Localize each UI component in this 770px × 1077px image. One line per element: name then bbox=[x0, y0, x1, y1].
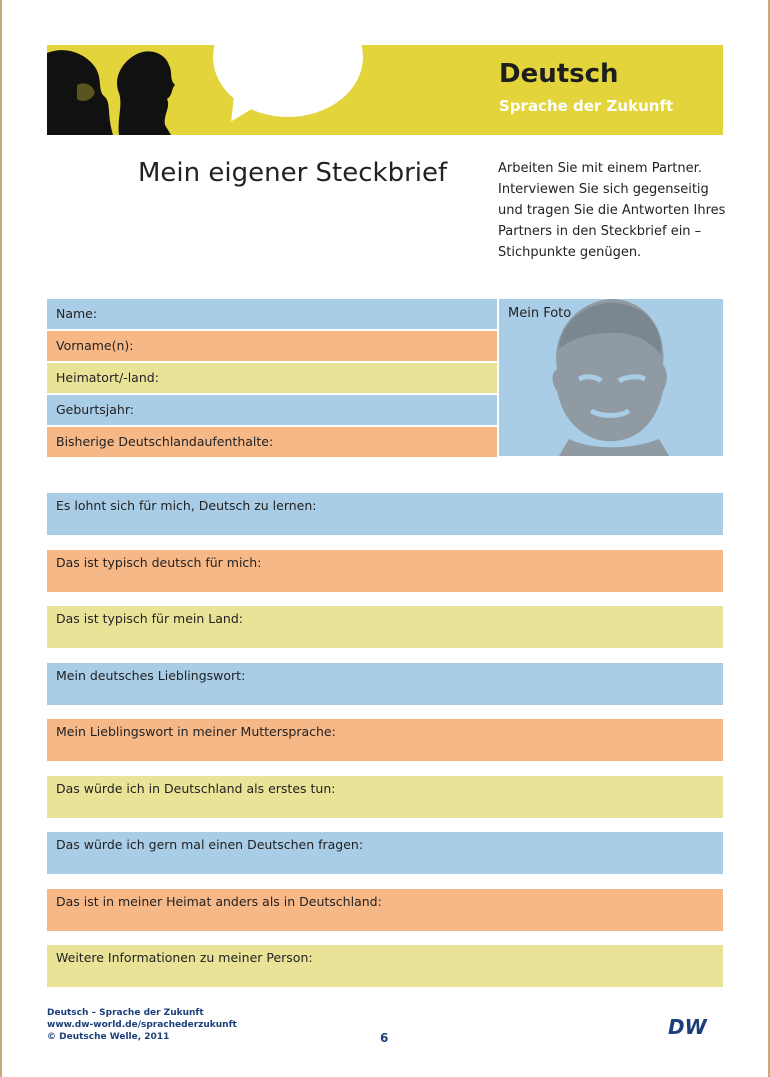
question-label: Das würde ich gern mal einen Deutschen fragen: bbox=[56, 837, 364, 852]
question-label: Das ist typisch für mein Land: bbox=[56, 611, 243, 626]
dw-logo-text: DW bbox=[668, 1015, 707, 1039]
portrait-illustration bbox=[499, 299, 723, 456]
field-previous-stays[interactable] bbox=[47, 427, 497, 457]
page-title: Mein eigener Steckbrief bbox=[138, 158, 448, 188]
question-row[interactable] bbox=[47, 832, 723, 874]
question-row[interactable] bbox=[47, 606, 723, 648]
field-hometown[interactable] bbox=[47, 363, 497, 393]
question-label: Mein deutsches Lieblingswort: bbox=[56, 668, 246, 683]
field-hometown-label: Heimatort/-land: bbox=[56, 370, 159, 385]
field-previous-stays-label: Bisherige Deutschlandaufenthalte: bbox=[56, 434, 274, 449]
question-row[interactable] bbox=[47, 493, 723, 535]
field-name-label: Name: bbox=[56, 306, 98, 321]
question-label: Das ist typisch deutsch für mich: bbox=[56, 555, 262, 570]
question-label: Weitere Informationen zu meiner Person: bbox=[56, 950, 313, 965]
question-label: Mein Lieblingswort in meiner Muttersprache: bbox=[56, 724, 336, 739]
instructions-text: Arbeiten Sie mit einem Partner. Interviewen Sie sich gegenseitig und tragen Sie die Antworten Ihres Partners in den Steckbrief ein – Stichpunkte genügen. bbox=[498, 161, 726, 260]
question-label: Es lohnt sich für mich, Deutsch zu lernen: bbox=[56, 498, 317, 513]
question-label: Das würde ich in Deutschland als erstes tun: bbox=[56, 781, 336, 796]
question-row[interactable] bbox=[47, 889, 723, 931]
question-row[interactable] bbox=[47, 945, 723, 987]
photo-label: Mein Foto bbox=[508, 306, 572, 321]
field-first-name-label: Vorname(n): bbox=[56, 338, 134, 353]
footer-line-1: Deutsch – Sprache der Zukunft bbox=[47, 1008, 204, 1018]
faces-illustration bbox=[47, 45, 187, 135]
question-row[interactable] bbox=[47, 776, 723, 818]
field-birth-year[interactable] bbox=[47, 395, 497, 425]
page-edge-left bbox=[0, 0, 2, 1077]
question-row[interactable] bbox=[47, 719, 723, 761]
banner-subtitle: Sprache der Zukunft bbox=[499, 97, 674, 115]
question-row[interactable] bbox=[47, 550, 723, 592]
field-first-name[interactable] bbox=[47, 331, 497, 361]
question-label: Das ist in meiner Heimat anders als in Deutschland: bbox=[56, 894, 382, 909]
footer-info bbox=[47, 1007, 237, 1043]
banner-title: Deutsch bbox=[499, 59, 619, 89]
field-birth-year-label: Geburtsjahr: bbox=[56, 402, 134, 417]
page-number: 6 bbox=[380, 1031, 389, 1045]
footer-line-3: © Deutsche Welle, 2011 bbox=[47, 1032, 170, 1042]
dw-logo bbox=[668, 1015, 707, 1039]
header-banner bbox=[47, 45, 723, 135]
photo-box[interactable] bbox=[499, 299, 723, 456]
question-row[interactable] bbox=[47, 663, 723, 705]
field-name[interactable] bbox=[47, 299, 497, 329]
footer-line-2[interactable]: www.dw-world.de/sprachederzukunft bbox=[47, 1020, 237, 1030]
